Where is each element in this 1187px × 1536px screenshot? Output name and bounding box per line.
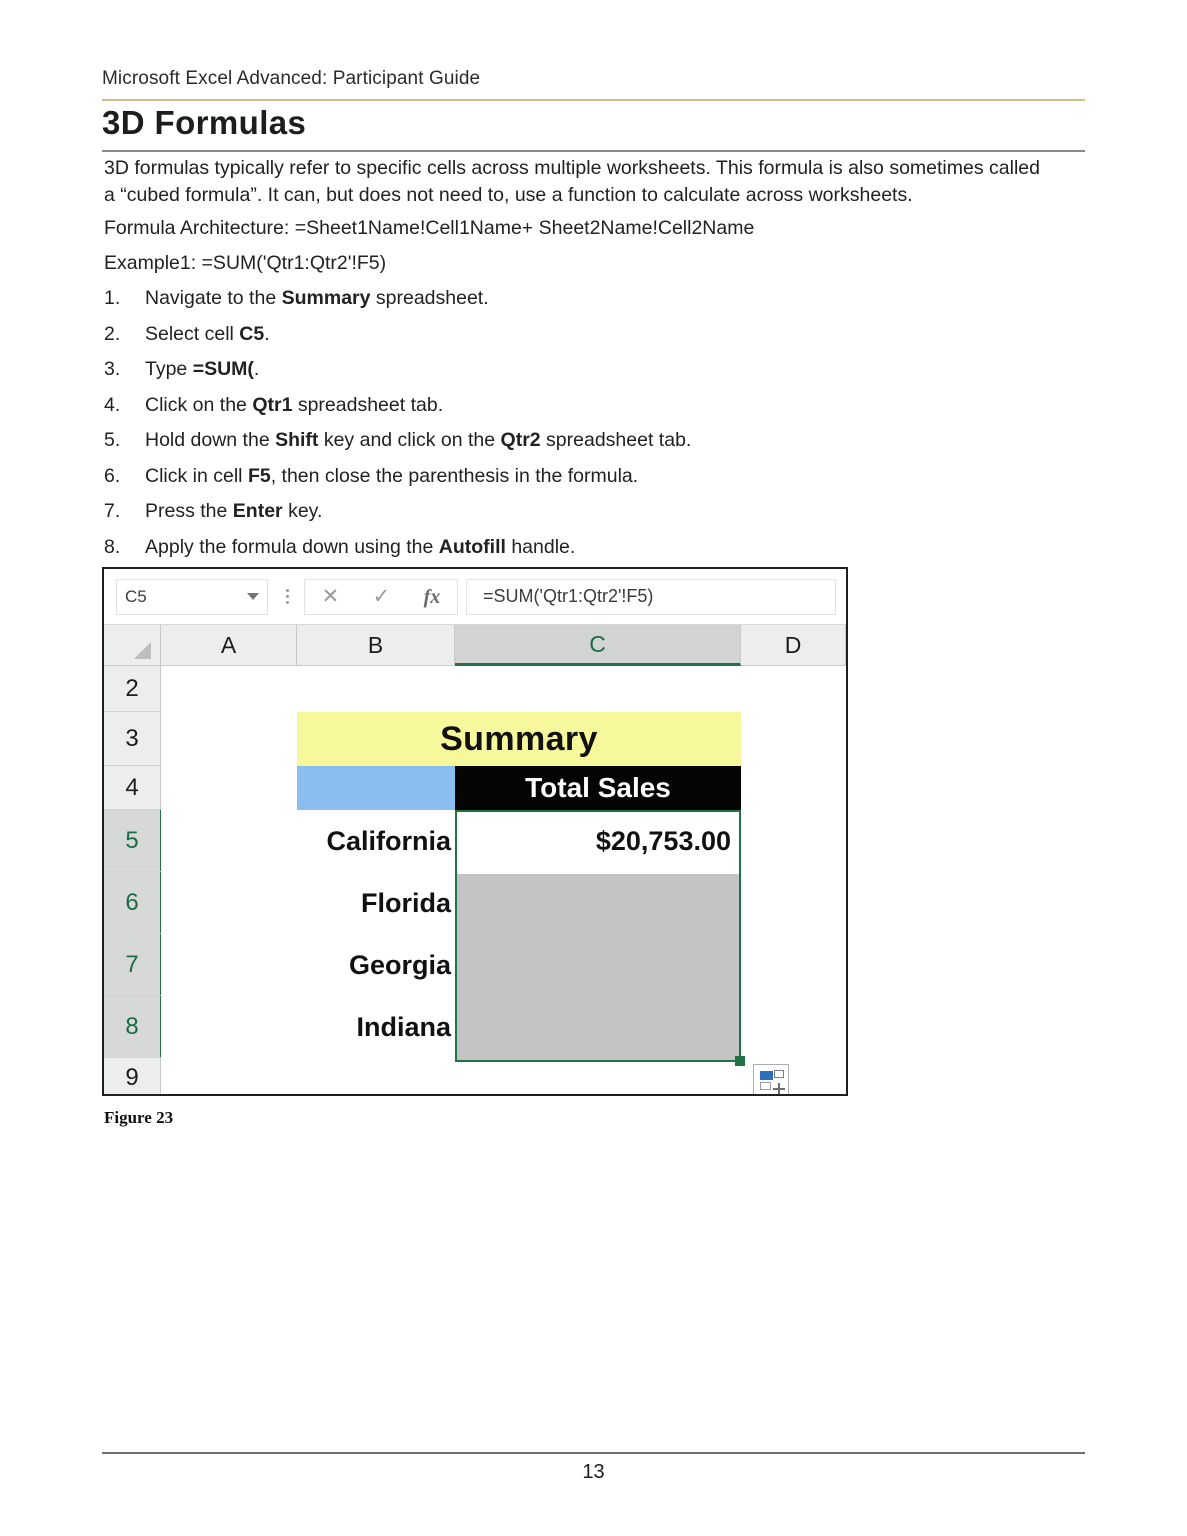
cell-C9[interactable] <box>455 1058 741 1096</box>
header-divider <box>102 99 1085 101</box>
autofill-handle[interactable] <box>735 1056 745 1066</box>
example-line: Example1: =SUM('Qtr1:Qtr2'!F5) <box>104 252 387 274</box>
state-label: Florida <box>360 887 451 918</box>
merged-title-cell[interactable] <box>297 712 741 766</box>
step-text: Type =SUM(. <box>145 358 260 380</box>
step-item <box>104 428 1064 452</box>
step-item <box>104 286 1064 310</box>
footer-divider <box>102 1452 1085 1454</box>
step-number: 4. <box>104 393 121 416</box>
figure-caption: Figure 23 <box>104 1108 174 1127</box>
step-text: Apply the formula down using the Autofill handle. <box>145 535 576 558</box>
cell-D6[interactable] <box>741 872 846 934</box>
cell-B7[interactable] <box>297 934 455 996</box>
state-label: California <box>326 825 451 856</box>
state-label: Georgia <box>348 949 451 980</box>
page-title-block <box>102 104 1085 152</box>
cell-D7[interactable] <box>741 934 846 996</box>
row-header-5[interactable]: 5 <box>104 810 163 872</box>
cell-D4[interactable] <box>741 766 846 810</box>
cell-A5[interactable] <box>161 810 297 872</box>
step-text: Navigate to the Summary spreadsheet. <box>145 287 489 309</box>
check-icon[interactable]: ✓ <box>372 585 391 608</box>
row-header-3[interactable]: 3 <box>104 712 160 766</box>
step-number: 1. <box>104 287 121 309</box>
step-number: 3. <box>104 358 121 380</box>
cell-A3[interactable] <box>161 712 297 766</box>
merged-title-text: Summary <box>440 719 598 758</box>
column-header-d[interactable]: D <box>741 625 846 665</box>
select-all-corner[interactable] <box>104 625 161 665</box>
function-icon[interactable]: fx <box>423 585 441 608</box>
cell-D5[interactable] <box>741 810 846 872</box>
state-label: Indiana <box>356 1011 451 1042</box>
total-sales-header-cell[interactable] <box>455 766 741 810</box>
column-header-c[interactable]: C <box>455 625 741 666</box>
cell-D2[interactable] <box>741 666 846 712</box>
step-text: Click on the Qtr1 spreadsheet tab. <box>145 393 444 416</box>
row-header-8[interactable]: 8 <box>104 996 163 1058</box>
cell-C5[interactable] <box>455 810 741 872</box>
cell-B6[interactable] <box>297 872 455 934</box>
step-number: 5. <box>104 429 121 451</box>
cell-A2[interactable] <box>161 666 297 712</box>
step-item <box>104 357 1064 381</box>
step-text: Hold down the Shift key and click on the Qtr2 spreadsheet tab. <box>145 429 692 451</box>
step-text: Select cell C5. <box>145 322 270 345</box>
name-box[interactable] <box>116 579 268 615</box>
running-header-text: Microsoft Excel Advanced: Participant Guide <box>102 68 481 89</box>
cell-A4[interactable] <box>161 766 297 810</box>
cell-A7[interactable] <box>161 934 297 996</box>
step-number: 7. <box>104 500 121 522</box>
row-header-4[interactable]: 4 <box>104 766 160 810</box>
cell-A6[interactable] <box>161 872 297 934</box>
page-title: 3D Formulas <box>102 104 307 141</box>
step-number: 2. <box>104 322 121 345</box>
cell-D3[interactable] <box>741 712 846 766</box>
step-item <box>104 393 1064 417</box>
chevron-down-icon[interactable] <box>247 593 259 600</box>
cell-C2[interactable] <box>455 666 741 712</box>
formula-bar <box>104 569 846 625</box>
formula-input-value: =SUM('Qtr1:Qtr2'!F5) <box>483 586 654 606</box>
step-item <box>104 464 1064 488</box>
formula-input[interactable] <box>466 579 836 615</box>
total-sales-header-text: Total Sales <box>525 772 671 803</box>
row-header-9[interactable]: 9 <box>104 1058 160 1096</box>
blue-blank-header-cell[interactable] <box>297 766 455 810</box>
column-header-row <box>104 625 846 666</box>
worksheet-grid <box>104 666 846 1094</box>
row-header-strip <box>104 666 161 1094</box>
step-item <box>104 322 1064 346</box>
autofill-options-icon[interactable] <box>753 1064 789 1096</box>
step-number: 6. <box>104 464 121 487</box>
close-icon[interactable]: ✕ <box>321 585 340 608</box>
formula-architecture-line: Formula Architecture: =Sheet1Name!Cell1Name+ Sheet2Name!Cell2Name <box>104 217 755 239</box>
row-header-2[interactable]: 2 <box>104 666 160 712</box>
excel-screenshot <box>102 567 848 1096</box>
cell-B8[interactable] <box>297 996 455 1058</box>
name-box-value: C5 <box>125 586 147 606</box>
cell-D8[interactable] <box>741 996 846 1058</box>
cell-area <box>161 666 846 1094</box>
instruction-steps <box>104 286 1064 570</box>
cell-A8[interactable] <box>161 996 297 1058</box>
step-text: Click in cell F5, then close the parenthesis in the formula. <box>145 464 639 487</box>
step-item <box>104 535 1064 559</box>
page-number: 13 <box>582 1461 605 1483</box>
cell-B9[interactable] <box>297 1058 455 1096</box>
total-sales-value: $20,753.00 <box>595 825 731 856</box>
row-header-7[interactable]: 7 <box>104 934 163 996</box>
column-header-b[interactable]: B <box>297 625 455 665</box>
formula-bar-buttons <box>304 579 458 615</box>
column-header-a[interactable]: A <box>161 625 297 665</box>
step-item <box>104 499 1064 523</box>
table-row <box>161 810 846 872</box>
cell-A9[interactable] <box>161 1058 297 1096</box>
title-divider <box>102 150 1085 152</box>
step-text: Press the Enter key. <box>145 500 323 522</box>
more-options-icon[interactable] <box>274 589 300 604</box>
table-row <box>161 666 846 712</box>
intro-paragraph: 3D formulas typically refer to specific cells across multiple worksheets. This formula is also sometimes called a “cubed formula”. It can, but does not need to, use a function to calculate across worksheets. <box>104 157 1040 206</box>
running-header <box>102 68 1085 101</box>
row-header-6[interactable]: 6 <box>104 872 163 934</box>
autofill-shading <box>457 874 739 1060</box>
step-number: 8. <box>104 535 121 558</box>
cell-B2[interactable] <box>297 666 455 712</box>
cell-B5[interactable] <box>297 810 455 872</box>
